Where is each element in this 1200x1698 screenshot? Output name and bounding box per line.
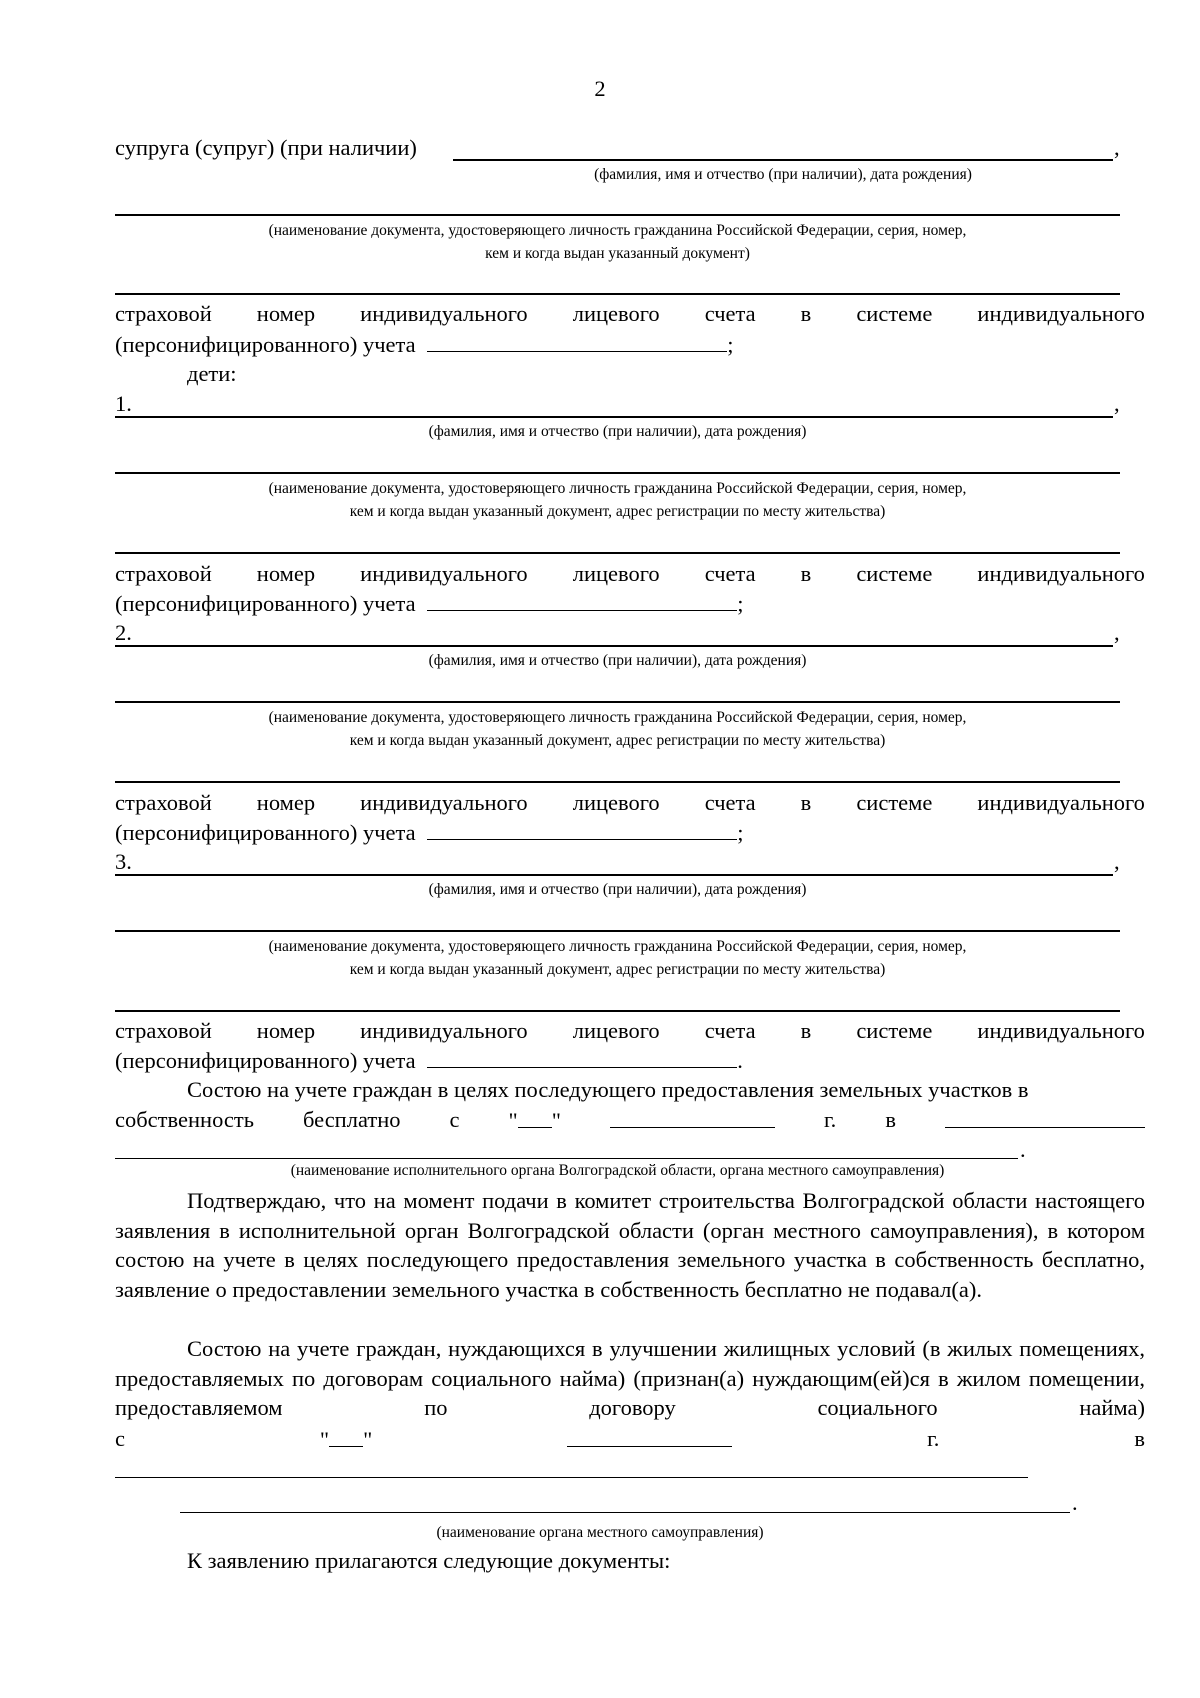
semicolon: ; — [737, 591, 744, 616]
child-2-snils-line2 — [115, 819, 744, 846]
quote: " — [551, 1108, 561, 1133]
word: с — [449, 1107, 460, 1132]
word: с — [115, 1426, 125, 1451]
month-blank — [610, 1107, 775, 1128]
word: страховой — [115, 561, 212, 586]
child-1-doc-caption-2: кем и когда выдан указанный документ, адрес регистрации по месту жительства) — [349, 503, 886, 520]
word: номер — [256, 301, 316, 326]
housing-organ-caption: (наименование органа местного самоуправления) — [436, 1524, 764, 1541]
housing-row — [115, 1426, 1145, 1453]
child-3-name-caption: (фамилия, имя и отчество (при наличии), дата рождения) — [428, 881, 807, 898]
word: счета — [704, 301, 756, 326]
child-1-name-line — [115, 416, 1113, 418]
child-3-doc-line-2 — [115, 1010, 1120, 1012]
word: в — [800, 561, 812, 586]
child-3-doc-caption-1: (наименование документа, удостоверяющего личность гражданина Российской Федерации, серия, номер, — [268, 938, 967, 955]
child-2-doc-caption-2: кем и когда выдан указанный документ, адрес регистрации по месту жительства) — [349, 732, 886, 749]
comma: , — [1114, 620, 1120, 645]
page-number: 2 — [594, 76, 606, 101]
child-2-number: 2. — [115, 620, 132, 645]
word: лицевого — [572, 1018, 660, 1043]
land-organ-caption: (наименование исполнительного органа Волгоградской области, органа местного самоуправления) — [290, 1162, 945, 1179]
housing-organ-line-2 — [180, 1512, 1070, 1513]
spouse-label: супруга (супруг) (при наличии) — [115, 135, 417, 160]
word: страховой — [115, 301, 212, 326]
day-blank — [329, 1426, 363, 1447]
child-2-name-caption: (фамилия, имя и отчество (при наличии), дата рождения) — [428, 652, 807, 669]
attachments-label: К заявлению прилагаются следующие документы: — [187, 1548, 671, 1573]
word: в — [1134, 1426, 1145, 1451]
child-3-name-line — [115, 874, 1113, 876]
snils-blank — [427, 1047, 737, 1068]
word: индивидуального — [977, 790, 1145, 815]
word: индивидуального — [977, 561, 1145, 586]
snils-label: (персонифицированного) учета — [115, 332, 416, 357]
period: . — [737, 1048, 743, 1073]
date-quote — [509, 1107, 561, 1134]
word: номер — [256, 790, 316, 815]
word: г. — [927, 1426, 940, 1451]
organ-blank — [945, 1107, 1145, 1128]
month-blank — [567, 1426, 732, 1447]
child-1-number: 1. — [115, 391, 132, 416]
word: лицевого — [572, 561, 660, 586]
spouse-name-caption: (фамилия, имя и отчество (при наличии), дата рождения) — [594, 166, 972, 183]
word: индивидуального — [360, 301, 528, 326]
word: в — [885, 1107, 896, 1132]
child-1-name-caption: (фамилия, имя и отчество (при наличии), дата рождения) — [428, 423, 807, 440]
word: индивидуального — [360, 790, 528, 815]
snils-blank — [427, 819, 737, 840]
child-3-doc-caption-2: кем и когда выдан указанный документ, адрес регистрации по месту жительства) — [349, 961, 886, 978]
snils-label: (персонифицированного) учета — [115, 1048, 416, 1073]
snils-label: (персонифицированного) учета — [115, 591, 416, 616]
period: . — [1020, 1137, 1026, 1162]
housing-paragraph: Состою на учете граждан, нуждающихся в улучшении жилищных условий (в жилых помещениях, предоставляемых по договорам социального найма) (признан(а) нуждающим(ей)ся в жилом помещении, предоставляемом по договору социального найма) — [115, 1336, 1145, 1420]
word: системе — [856, 790, 933, 815]
word: г. — [823, 1107, 837, 1132]
semicolon: ; — [727, 332, 734, 357]
word: в — [800, 301, 812, 326]
child-2-name-line — [115, 645, 1113, 647]
child-1-doc-line — [115, 472, 1120, 474]
spouse-doc-line-2 — [115, 293, 1120, 295]
word: номер — [256, 561, 316, 586]
snils-label: (персонифицированного) учета — [115, 820, 416, 845]
quote: " — [319, 1427, 330, 1452]
spouse-name-line — [453, 159, 1113, 161]
date-quote — [320, 1426, 372, 1453]
child-3-number: 3. — [115, 849, 132, 874]
word: системе — [856, 561, 933, 586]
word: номер — [256, 1018, 316, 1043]
comma: , — [1114, 135, 1120, 160]
word: индивидуального — [977, 301, 1145, 326]
comma: , — [1114, 391, 1120, 416]
child-2-doc-line-2 — [115, 781, 1120, 783]
spouse-doc-caption-2: кем и когда выдан указанный документ) — [485, 245, 750, 262]
word: счета — [704, 1018, 756, 1043]
spouse-doc-caption-1: (наименование документа, удостоверяющего личность гражданина Российской Федерации, серия, номер, — [268, 222, 967, 239]
child-1-doc-line-2 — [115, 552, 1120, 554]
child-1-snils-line2 — [115, 590, 744, 617]
word: в — [800, 790, 812, 815]
word: лицевого — [572, 301, 660, 326]
day-blank — [518, 1107, 552, 1128]
word: индивидуального — [360, 1018, 528, 1043]
spouse-snils-line2 — [115, 331, 734, 358]
word: системе — [856, 301, 933, 326]
semicolon: ; — [737, 820, 744, 845]
housing-organ-line-1 — [115, 1477, 1028, 1478]
confirm-paragraph: Подтверждаю, что на момент подачи в комитет строительства Волгоградской области настоящего заявления в исполнительной орган Волгоградской области (орган местного самоуправления), в котором состою на учете в целях последующего предоставления земельного участка в собственность бесплатно, заявление о предоставлении земельного участка в собственность бесплатно не подавал(а). — [115, 1188, 1145, 1302]
land-organ-line — [115, 1158, 1018, 1159]
word: системе — [856, 1018, 933, 1043]
quote: " — [363, 1427, 373, 1452]
word: индивидуального — [360, 561, 528, 586]
word: лицевого — [572, 790, 660, 815]
word: в — [800, 1018, 812, 1043]
word: страховой — [115, 790, 212, 815]
child-2-doc-caption-1: (наименование документа, удостоверяющего личность гражданина Российской Федерации, серия, номер, — [268, 709, 967, 726]
period: . — [1072, 1490, 1078, 1515]
child-3-doc-line — [115, 930, 1120, 932]
land-registry-row — [115, 1107, 1145, 1134]
quote: " — [508, 1108, 518, 1133]
word: счета — [704, 561, 756, 586]
spouse-doc-line — [115, 214, 1120, 216]
word: индивидуального — [977, 1018, 1145, 1043]
child-1-snils-row — [115, 561, 1145, 587]
word: бесплатно — [303, 1107, 401, 1132]
comma: , — [1114, 849, 1120, 874]
spouse-snils-row — [115, 301, 1145, 327]
snils-blank — [427, 590, 737, 611]
child-2-snils-row — [115, 790, 1145, 816]
children-label: дети: — [187, 361, 237, 386]
child-2-doc-line — [115, 701, 1120, 703]
snils-blank — [427, 331, 727, 352]
land-registry-line1: Состою на учете граждан в целях последующего предоставления земельных участков в — [187, 1077, 1029, 1102]
word: счета — [704, 790, 756, 815]
word: страховой — [115, 1018, 212, 1043]
child-1-doc-caption-1: (наименование документа, удостоверяющего личность гражданина Российской Федерации, серия, номер, — [268, 480, 967, 497]
word: собственность — [115, 1107, 254, 1132]
child-3-snils-row — [115, 1018, 1145, 1044]
child-3-snils-line2 — [115, 1047, 743, 1074]
